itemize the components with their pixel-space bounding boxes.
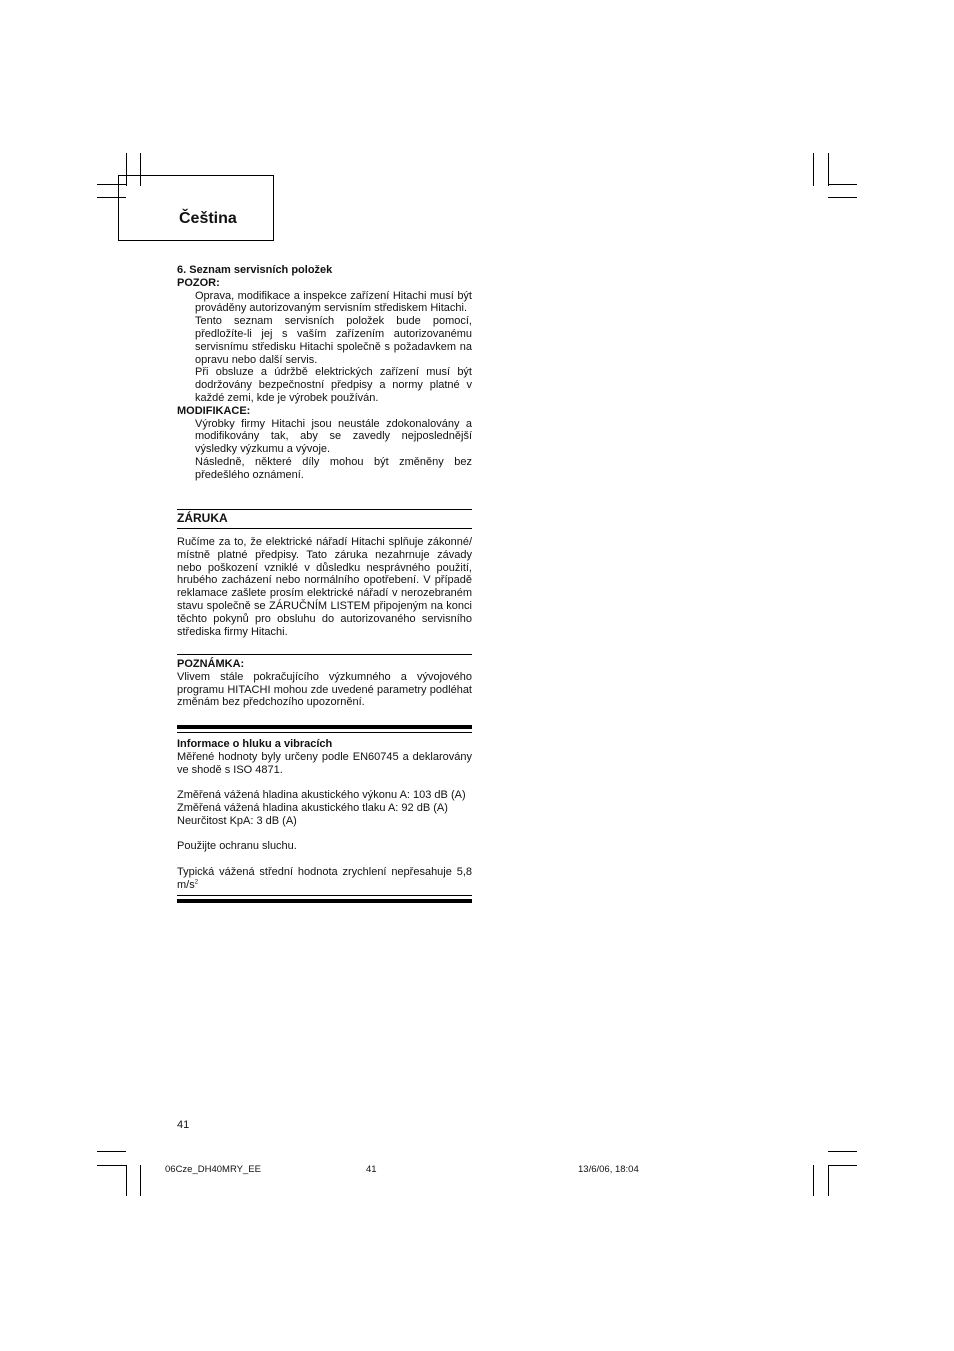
crop-mark (828, 1151, 857, 1152)
warranty-title-row (177, 512, 472, 525)
vibration-text: Typická vážená střední hodnota zrychlení nepřesahuje 5,8 m/s (177, 865, 472, 891)
language-title: Čeština (179, 210, 237, 227)
noise-uncertainty: Neurčitost KpA: 3 dB (A) (177, 814, 297, 827)
service-section (177, 264, 472, 482)
hearing-protection: Použijte ochranu sluchu. (177, 840, 297, 853)
vibration-value (177, 866, 472, 892)
noise-heading: Informace o hluku a vibracích (177, 738, 333, 750)
note-label: POZNÁMKA: (177, 658, 245, 670)
footer-date: 13/6/06, 18:04 (578, 1164, 639, 1175)
divider (177, 732, 472, 733)
caution-paragraph: Při obsluze a údržbě elektrických zařízení musí být dodržovány bezpečnostní předpisy a normy platné v každé zemi, kde je výrobek používán. (195, 366, 472, 404)
spacer (177, 828, 472, 841)
footer-file: 06Cze_DH40MRY_EE (165, 1164, 261, 1175)
crop-mark (813, 1165, 814, 1196)
divider (177, 895, 472, 896)
warranty-text: Ručíme za to, že elektrické nářadí Hitachi splňuje zákonné/ místně platné předpisy. Tato záruka nezahrnuje závady nebo poškození vzniklé v důsledku nesprávného použití, hrubého zacházení nebo normálního opotřebení. V případě reklamace zašlete prosím elektrické nářadí v nerozebraném stavu společně se ZÁRUČNÍM LISTEM připojeným na konci těchto pokynů pro obsluhu do autorizovaného servisního střediska firmy Hitachi. (177, 536, 472, 638)
crop-mark (813, 153, 814, 186)
crop-mark (828, 153, 829, 186)
crop-mark (828, 184, 857, 185)
noise-power-level: Změřená vážená hladina akustického výkonu A: 103 dB (A) (177, 789, 466, 802)
crop-mark (97, 1165, 126, 1166)
spacer (177, 776, 472, 789)
vibration-superscript: 2 (194, 879, 199, 886)
spacer (177, 853, 472, 866)
divider (177, 654, 472, 655)
divider (177, 509, 472, 510)
note-text: Vlivem stále pokračujícího výzkumného a vývojového programu HITACHI mohou zde uvedené parametry podléhat změnám bez předchozího upozornění. (177, 670, 472, 709)
noise-section (177, 738, 472, 892)
caution-label: POZOR: (177, 276, 220, 289)
warranty-text-block (177, 536, 472, 638)
crop-mark (126, 1165, 127, 1196)
modification-paragraph: Výrobky firmy Hitachi jsou neustále zdokonalovány a modifikovány tak, aby se zavedly nejposlednější výsledky výzkumu a vývoje. (195, 417, 472, 456)
crop-mark (97, 1151, 126, 1152)
caution-paragraph: Oprava, modifikace a inspekce zařízení Hitachi musí být prováděny autorizovaným servisním střediskem Hitachi. (195, 289, 472, 315)
crop-mark (828, 1165, 829, 1196)
caution-paragraph: Tento seznam servisních položek bude pomocí, předložíte-li jej s vaším zařízením autorizovanému servisnímu středisku Hitachi společně s požadavkem na opravu nebo další servis. (195, 315, 472, 366)
language-box (118, 175, 274, 241)
thick-divider (177, 899, 472, 903)
thick-divider (177, 725, 472, 729)
noise-pressure-level: Změřená vážená hladina akustického tlaku A: 92 dB (A) (177, 801, 448, 814)
crop-mark (828, 1165, 857, 1166)
footer-page: 41 (366, 1164, 377, 1175)
noise-intro: Měřené hodnoty byly určeny podle EN60745 a deklarovány ve shodě s ISO 4871. (177, 750, 472, 776)
page-number: 41 (177, 1119, 190, 1131)
warranty-title: ZÁRUKA (177, 511, 228, 525)
modification-paragraph: Následně, některé díly mohou být změněny bez předešlého oznámení. (195, 455, 472, 481)
crop-mark (140, 1165, 141, 1196)
note-section (177, 658, 472, 709)
crop-mark (828, 197, 857, 198)
modification-label: MODIFIKACE: (177, 404, 251, 417)
divider (177, 528, 472, 529)
service-heading: 6. Seznam servisních položek (177, 264, 333, 276)
